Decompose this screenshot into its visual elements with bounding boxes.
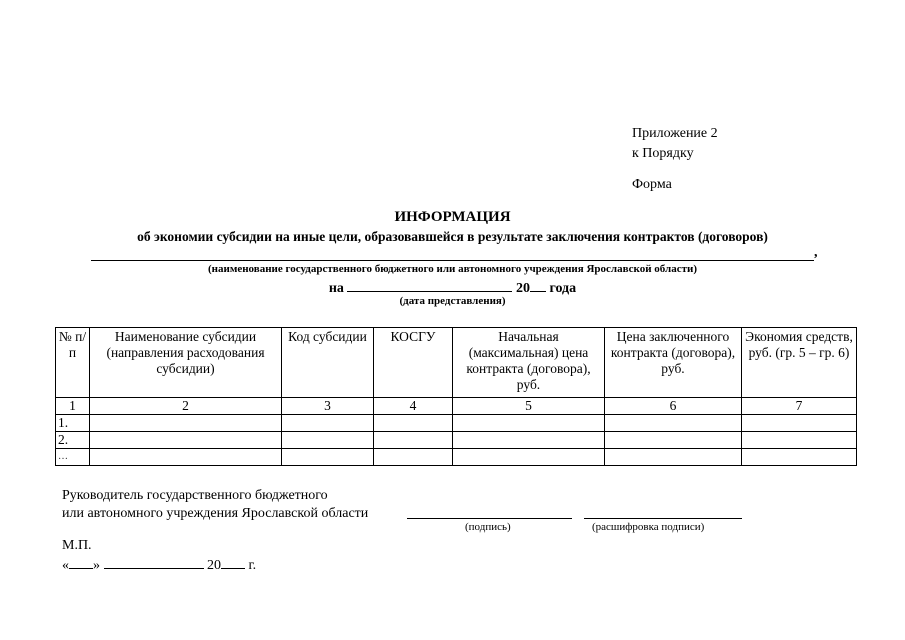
table-cell: 2. [56,432,90,449]
table-cell [742,432,857,449]
column-number: 1 [56,398,90,415]
header-cell: Экономия средств, руб. (гр. 5 – гр. 6) [742,328,857,398]
head-line-2: или автономного учреждения Ярославской области [62,506,369,521]
column-number: 7 [742,398,857,415]
close-quote: » [93,558,100,573]
header-cell: Цена заключенного контракта (договора), руб. [605,328,742,398]
document-title: ИНФОРМАЦИЯ [394,209,511,225]
signature-decode-line [584,518,742,519]
form-label: Форма [632,177,672,192]
savings-table [55,327,857,466]
table-cell [453,415,605,432]
table-cell [282,432,374,449]
header-cell: КОСГУ [374,328,453,398]
signature-decode-caption: (расшифровка подписи) [592,521,705,533]
date-caption: (дата представления) [399,295,506,307]
institution-comma: , [814,245,818,260]
head-line-1: Руководитель государственного бюджетного [62,488,328,503]
table-cell [605,449,742,466]
institution-name-line [91,260,814,261]
table-header-row [56,328,857,398]
header-cell: № п/п [56,328,90,398]
table-cell [605,415,742,432]
head-signature-label [62,487,368,523]
table-cell [90,415,282,432]
table-cell [374,432,453,449]
appendix-line-1: Приложение 2 [632,126,718,141]
table-cell [605,432,742,449]
day-blank [69,555,93,569]
table-cell [374,415,453,432]
document-subtitle: об экономии субсидии на иные цели, образовавшейся в результате заключения контрактов (договоров) [137,229,768,244]
column-number: 2 [90,398,282,415]
table-row [56,432,857,449]
column-number: 4 [374,398,453,415]
signature-line [407,518,572,519]
date-blank [347,278,512,292]
date-suffix: года [549,281,577,296]
header-cell: Код субсидии [282,328,374,398]
table-cell [453,432,605,449]
table-cell: … [56,449,90,466]
year-suffix: г. [248,558,257,573]
table-cell [282,415,374,432]
open-quote: « [62,558,69,573]
table-cell [374,449,453,466]
table-cell [282,449,374,466]
signing-date-line [62,555,256,574]
table-row [56,449,857,466]
date-prefix: на [328,281,344,296]
table-cell [742,415,857,432]
stamp-label: М.П. [62,538,92,553]
table-cell [90,449,282,466]
appendix-block [632,124,718,164]
column-number: 6 [605,398,742,415]
table-cell [742,449,857,466]
table-row [56,415,857,432]
date-year-prefix: 20 [515,281,530,296]
header-cell: Наименование субсидии (направления расходования субсидии) [90,328,282,398]
column-number: 5 [453,398,605,415]
table-cell [453,449,605,466]
header-cell: Начальная (максимальная) цена контракта (договора), руб. [453,328,605,398]
table-cell: 1. [56,415,90,432]
year-prefix: 20 [207,558,221,573]
column-number-row [56,398,857,415]
month-blank [104,555,204,569]
year-blank [530,278,546,292]
institution-caption: (наименование государственного бюджетного или автономного учреждения Ярославской области) [208,263,697,275]
year-blank [221,555,245,569]
table-cell [90,432,282,449]
column-number: 3 [282,398,374,415]
signature-caption: (подпись) [465,521,511,533]
appendix-line-2: к Порядку [632,146,694,161]
